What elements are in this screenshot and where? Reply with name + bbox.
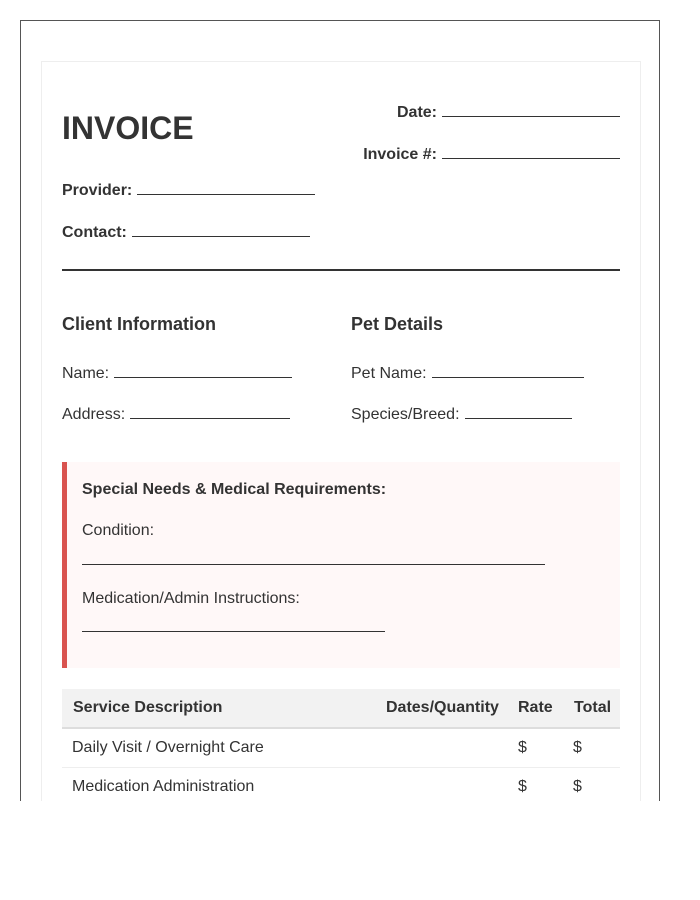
contact-label: Contact: <box>62 224 127 241</box>
date-field[interactable] <box>397 102 620 122</box>
invoice-number-label: Invoice #: <box>363 146 437 163</box>
client-name-field[interactable] <box>62 363 292 383</box>
date-label: Date: <box>396 104 437 121</box>
service-total[interactable]: $ <box>573 739 582 756</box>
condition-label: Condition: <box>82 522 155 539</box>
column-header-rate: Rate <box>518 699 553 716</box>
table-header-row <box>62 689 620 729</box>
pet-name-line[interactable] <box>432 363 584 378</box>
header-divider <box>62 269 620 271</box>
special-needs-heading: Special Needs & Medical Requirements: <box>82 481 387 498</box>
invoice-card <box>41 61 641 801</box>
provider-label: Provider: <box>62 182 133 199</box>
medication-line[interactable] <box>82 617 385 632</box>
client-name-line[interactable] <box>114 363 292 378</box>
special-needs-box <box>62 462 620 668</box>
service-rate[interactable]: $ <box>518 778 527 795</box>
species-breed-field[interactable] <box>351 404 572 424</box>
pet-name-label: Pet Name: <box>351 365 427 382</box>
client-address-label: Address: <box>62 406 126 423</box>
pet-name-field[interactable] <box>351 363 584 383</box>
client-info-heading: Client Information <box>62 314 216 334</box>
column-header-quantity: Dates/Quantity <box>386 699 499 716</box>
provider-field[interactable] <box>62 180 315 200</box>
services-table <box>62 689 620 801</box>
condition-line[interactable] <box>82 550 545 565</box>
client-address-field[interactable] <box>62 404 290 424</box>
client-address-line[interactable] <box>130 404 290 419</box>
date-line[interactable] <box>442 102 620 117</box>
invoice-title: INVOICE <box>62 110 194 146</box>
service-total[interactable]: $ <box>573 778 582 795</box>
pet-details-heading: Pet Details <box>351 314 444 334</box>
service-description: Daily Visit / Overnight Care <box>72 739 264 756</box>
provider-line[interactable] <box>137 180 315 195</box>
invoice-number-field[interactable] <box>363 144 620 164</box>
species-breed-line[interactable] <box>465 404 572 419</box>
medication-label: Medication/Admin Instructions: <box>82 590 300 607</box>
contact-line[interactable] <box>132 222 310 237</box>
table-row <box>62 729 620 768</box>
contact-field[interactable] <box>62 222 310 242</box>
species-breed-label: Species/Breed: <box>351 406 460 423</box>
client-name-label: Name: <box>62 365 110 382</box>
invoice-number-line[interactable] <box>442 144 620 159</box>
invoice-page <box>20 20 660 801</box>
column-header-description: Service Description <box>73 699 223 716</box>
service-description: Medication Administration <box>72 778 255 795</box>
service-rate[interactable]: $ <box>518 739 527 756</box>
column-header-total: Total <box>574 699 612 716</box>
table-row <box>62 768 620 801</box>
